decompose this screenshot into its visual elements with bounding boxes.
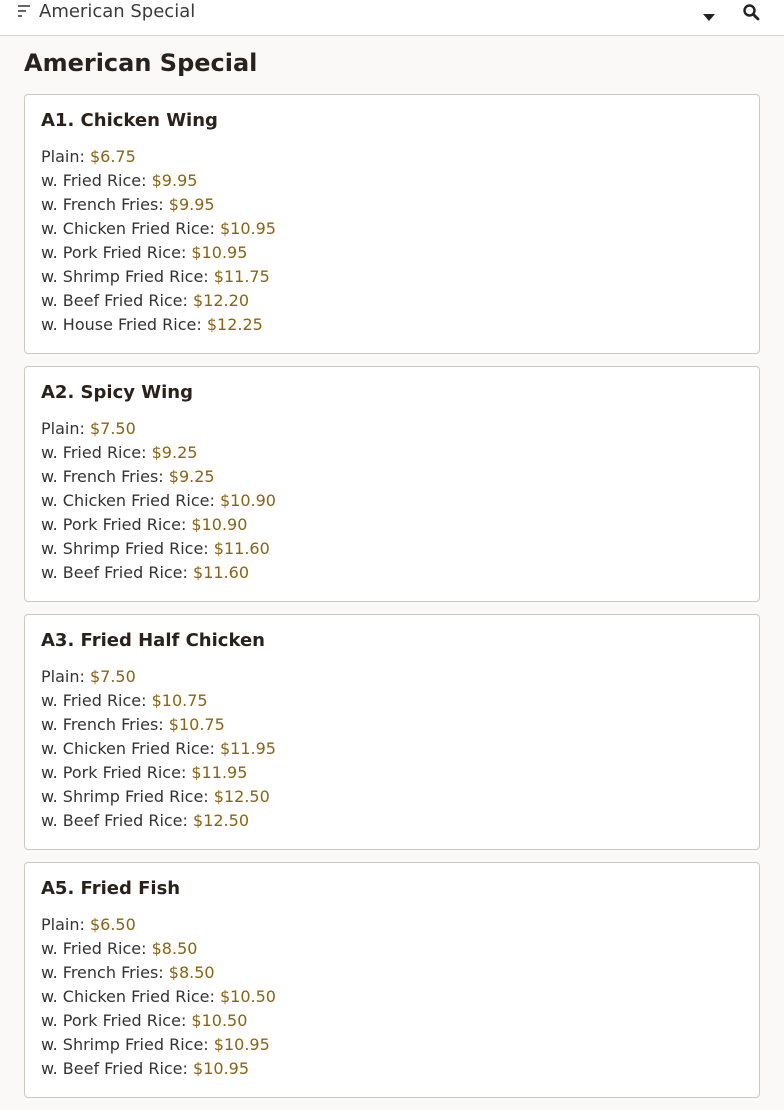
menu-item-card[interactable] xyxy=(24,94,760,354)
price-value: $11.75 xyxy=(213,267,270,286)
price-option-label: w. Shrimp Fried Rice: xyxy=(41,539,209,558)
price-option-label: w. House Fried Rice: xyxy=(41,315,202,334)
price-option-row xyxy=(41,193,743,217)
price-option-row xyxy=(41,561,743,585)
price-value: $6.50 xyxy=(89,915,136,934)
menu-item-title: A5. Fried Fish xyxy=(41,878,181,899)
price-option-label: w. Fried Rice: xyxy=(41,443,147,462)
price-option-label: w. Pork Fried Rice: xyxy=(41,1011,187,1030)
price-option-label: w. French Fries: xyxy=(41,467,164,486)
price-option-label: w. Shrimp Fried Rice: xyxy=(41,787,209,806)
price-value: $11.95 xyxy=(191,763,248,782)
price-option-label: w. French Fries: xyxy=(41,195,164,214)
price-option-label: Plain: xyxy=(41,147,85,166)
price-option-row xyxy=(41,785,743,809)
menu-lines-icon[interactable] xyxy=(18,5,30,19)
price-option-row xyxy=(41,489,743,513)
menu-item-card[interactable] xyxy=(24,366,760,602)
price-option-row xyxy=(41,441,743,465)
price-value: $10.95 xyxy=(193,1059,249,1078)
search-icon[interactable] xyxy=(742,3,760,21)
price-option-row xyxy=(41,913,743,937)
price-option-row xyxy=(41,937,743,961)
price-option-label: w. Beef Fried Rice: xyxy=(41,291,188,310)
price-option-row xyxy=(41,985,743,1009)
price-option-label: w. Fried Rice: xyxy=(41,691,147,710)
menu-item-list xyxy=(24,94,760,1110)
price-option-label: w. Shrimp Fried Rice: xyxy=(41,1035,209,1054)
price-option-label: w. Pork Fried Rice: xyxy=(41,515,187,534)
price-option-label: w. Pork Fried Rice: xyxy=(41,243,187,262)
price-value: $10.50 xyxy=(191,1011,248,1030)
price-value: $11.60 xyxy=(213,539,270,558)
price-option-row xyxy=(41,761,743,785)
price-value: $9.95 xyxy=(168,195,215,214)
price-option-row xyxy=(41,145,743,169)
price-option-label: w. Beef Fried Rice: xyxy=(41,563,188,582)
price-value: $10.75 xyxy=(168,715,225,734)
menu-item-card[interactable] xyxy=(24,614,760,850)
price-option-row xyxy=(41,689,743,713)
menu-item-title: A1. Chicken Wing xyxy=(41,110,218,131)
price-option-row xyxy=(41,809,743,833)
menu-item-title: A2. Spicy Wing xyxy=(41,382,193,403)
price-value: $6.75 xyxy=(89,147,136,166)
price-value: $10.90 xyxy=(219,491,276,510)
price-value: $9.25 xyxy=(168,467,215,486)
price-option-row xyxy=(41,417,743,441)
price-option-label: w. Shrimp Fried Rice: xyxy=(41,267,209,286)
price-value: $12.50 xyxy=(213,787,270,806)
price-option-label: Plain: xyxy=(41,667,85,686)
price-option-row xyxy=(41,289,743,313)
price-value: $7.50 xyxy=(89,667,136,686)
price-option-row xyxy=(41,217,743,241)
price-option-row xyxy=(41,313,743,337)
price-value: $11.95 xyxy=(219,739,276,758)
price-value: $8.50 xyxy=(168,963,215,982)
price-option-row xyxy=(41,241,743,265)
price-value: $9.25 xyxy=(151,443,198,462)
price-value: $10.50 xyxy=(219,987,276,1006)
price-option-label: w. Fried Rice: xyxy=(41,171,147,190)
price-option-label: Plain: xyxy=(41,915,85,934)
menu-item-title: A3. Fried Half Chicken xyxy=(41,630,265,651)
price-value: $10.75 xyxy=(151,691,208,710)
price-option-row xyxy=(41,737,743,761)
price-value: $10.95 xyxy=(219,219,276,238)
top-bar xyxy=(0,0,784,36)
price-option-row xyxy=(41,265,743,289)
price-option-row xyxy=(41,1009,743,1033)
price-option-label: w. Chicken Fried Rice: xyxy=(41,491,215,510)
price-option-label: w. Fried Rice: xyxy=(41,939,147,958)
price-option-row xyxy=(41,169,743,193)
price-option-row xyxy=(41,1057,743,1081)
caret-down-icon[interactable] xyxy=(702,8,716,18)
price-option-label: w. Chicken Fried Rice: xyxy=(41,987,215,1006)
price-value: $12.20 xyxy=(193,291,249,310)
price-value: $7.50 xyxy=(89,419,136,438)
price-option-label: w. Chicken Fried Rice: xyxy=(41,739,215,758)
price-option-row xyxy=(41,961,743,985)
price-value: $12.25 xyxy=(206,315,263,334)
price-option-row xyxy=(41,1033,743,1057)
price-option-label: w. Chicken Fried Rice: xyxy=(41,219,215,238)
price-value: $11.60 xyxy=(193,563,249,582)
price-value: $9.95 xyxy=(151,171,198,190)
price-option-label: w. Beef Fried Rice: xyxy=(41,1059,188,1078)
price-option-row xyxy=(41,537,743,561)
price-option-label: Plain: xyxy=(41,419,85,438)
menu-item-card[interactable] xyxy=(24,862,760,1098)
price-option-label: w. French Fries: xyxy=(41,963,164,982)
price-value: $10.90 xyxy=(191,515,248,534)
price-value: $8.50 xyxy=(151,939,198,958)
price-value: $10.95 xyxy=(213,1035,270,1054)
price-option-row xyxy=(41,665,743,689)
price-option-label: w. Pork Fried Rice: xyxy=(41,763,187,782)
price-option-label: w. French Fries: xyxy=(41,715,164,734)
price-value: $12.50 xyxy=(193,811,249,830)
price-option-label: w. Beef Fried Rice: xyxy=(41,811,188,830)
price-option-row xyxy=(41,513,743,537)
price-value: $10.95 xyxy=(191,243,248,262)
price-option-row xyxy=(41,713,743,737)
price-option-row xyxy=(41,465,743,489)
page-title: American Special xyxy=(24,49,258,77)
category-title[interactable]: American Special xyxy=(39,1,196,22)
